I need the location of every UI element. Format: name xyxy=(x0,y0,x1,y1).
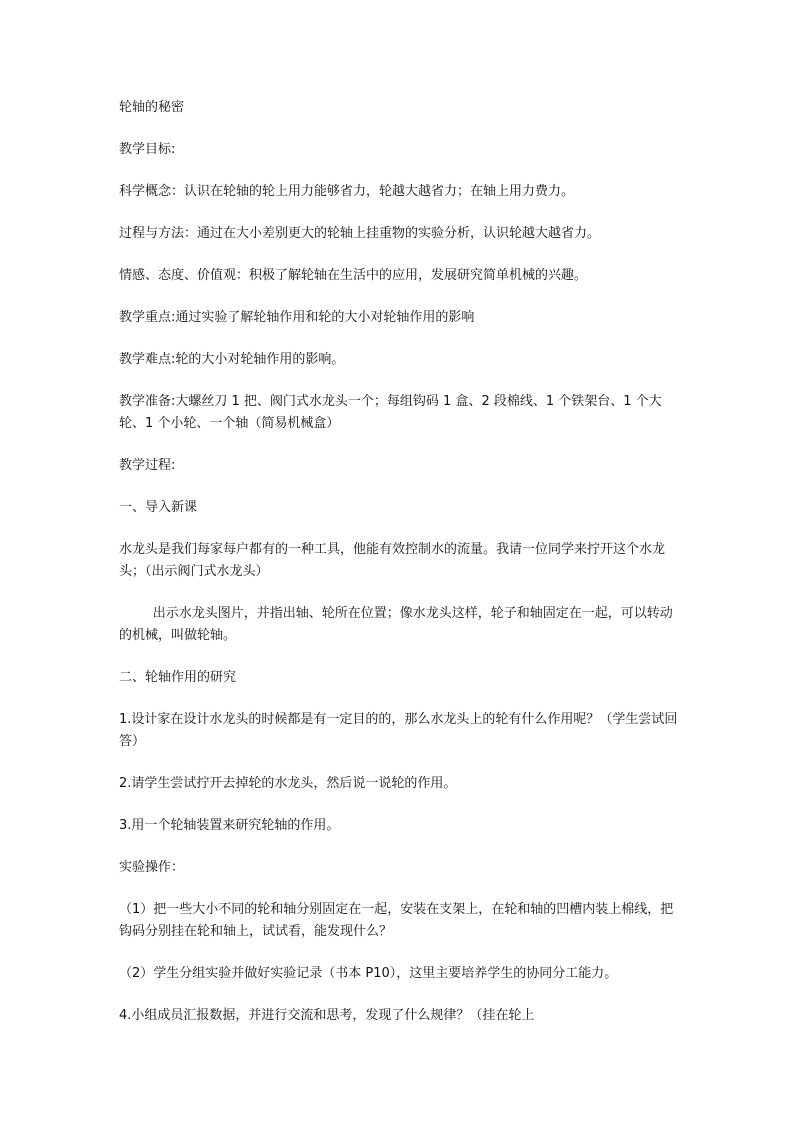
experiment-heading: 实验操作： xyxy=(119,860,185,875)
key-point: 教学重点:通过实验了解轮轴作用和轮的大小对轮轴作用的影响 xyxy=(119,310,475,325)
list-item-1: 1.设计家在设计水龙头的时候都是有一定目的的，那么水龙头上的轮有什么作用呢？（学生尝试回答） xyxy=(119,712,678,749)
preparation: 教学准备:大螺丝刀 1 把、阀门式水龙头一个；每组钩码 1 盒、2 段棉线、1 个铁架台、1 个大轮、1 个小轮、一个轴（简易机械盒） xyxy=(119,394,662,431)
list-item-4: 4.小组成员汇报数据，并进行交流和思考，发现了什么规律？（挂在轮上 xyxy=(119,1008,535,1023)
document-title: 轮轴的秘密 xyxy=(119,100,185,115)
goal-process: 过程与方法：通过在大小差别更大的轮轴上挂重物的实验分析，认识轮越大越省力。 xyxy=(119,226,601,241)
document-body xyxy=(119,97,679,1047)
difficulty: 教学难点:轮的大小对轮轴作用的影响。 xyxy=(119,352,345,367)
list-item-2: 2.请学生尝试拧开去掉轮的水龙头，然后说一说轮的作用。 xyxy=(119,776,457,791)
section1-heading: 一、导入新课 xyxy=(119,500,198,515)
process-heading: 教学过程: xyxy=(119,458,176,473)
goals-heading: 教学目标: xyxy=(119,142,176,157)
goal-attitude: 情感、态度、价值观：积极了解轮轴在生活中的应用，发展研究简单机械的兴趣。 xyxy=(119,268,588,283)
section1-paragraph-indented: 出示水龙头图片，并指出轴、轮所在位置；像水龙头这样，轮子和轴固定在一起，可以转动的机械，叫做轮轴。 xyxy=(119,606,673,643)
section1-paragraph: 水龙头是我们每家每户都有的一种工具，他能有效控制水的流量。我请一位同学来拧开这个水龙头；（出示阀门式水龙头） xyxy=(119,542,666,579)
section2-heading: 二、轮轴作用的研究 xyxy=(119,670,237,685)
list-item-3: 3.用一个轮轴装置来研究轮轴的作用。 xyxy=(119,818,340,833)
experiment-step-1: （1）把一些大小不同的轮和轴分别固定在一起，安装在支架上，在轮和轴的凹槽内装上棉线，把钩码分别挂在轮和轴上，试试看，能发现什么？ xyxy=(119,902,674,939)
experiment-step-2: （2）学生分组实验并做好实验记录（书本 P10），这里主要培养学生的协同分工能力。 xyxy=(119,966,618,981)
goal-concept: 科学概念：认识在轮轴的轮上用力能够省力，轮越大越省力；在轴上用力费力。 xyxy=(119,184,575,199)
